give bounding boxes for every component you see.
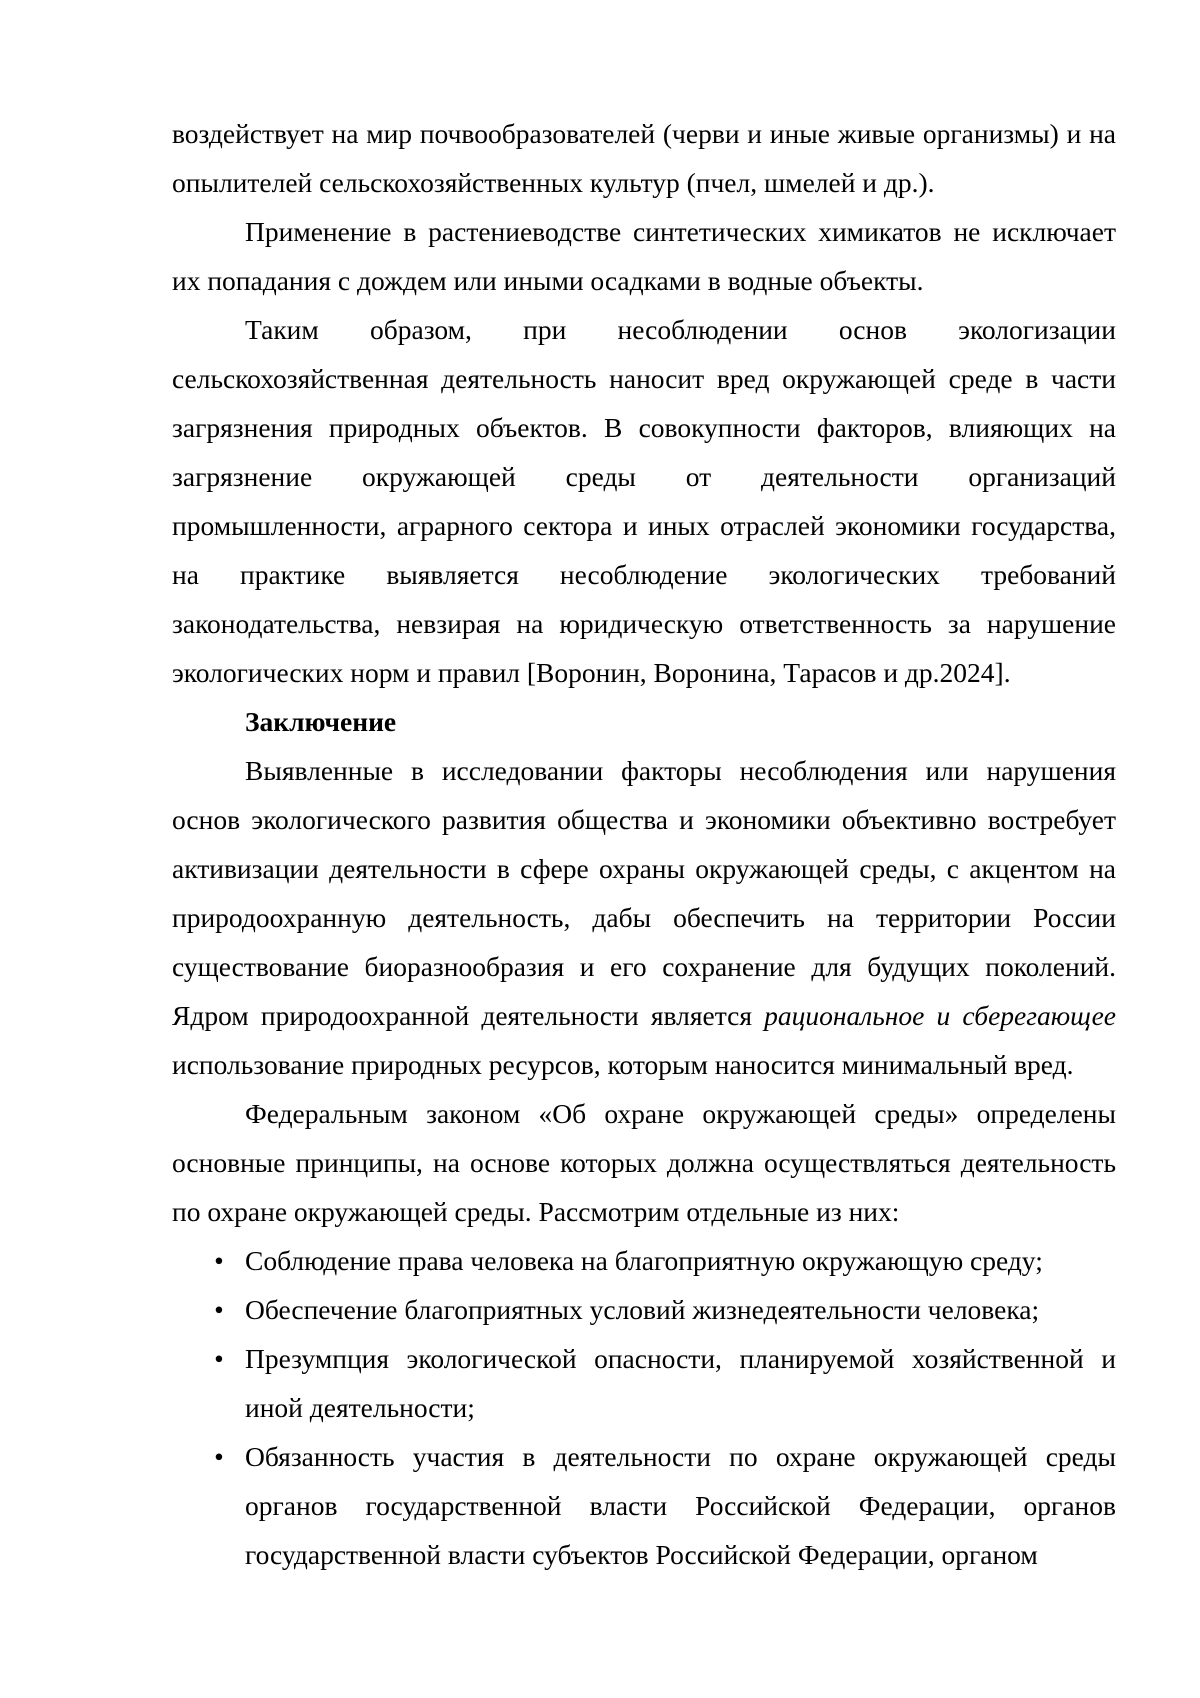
section-heading-conclusion: Заключение	[245, 706, 397, 737]
list-item-text: Обеспечение благоприятных условий жизнедеятельности человека;	[245, 1294, 1040, 1325]
bullet-marker: •	[214, 1294, 224, 1325]
principles-list	[172, 1236, 1116, 1579]
paragraph-chemicals: Применение в растениеводстве синтетических химикатов не исключает их попадания с дождем или иными осадками в водные объекты.	[172, 216, 1116, 296]
list-item-text: Соблюдение права человека на благоприятную окружающую среду;	[245, 1245, 1043, 1276]
list-item	[172, 1236, 1116, 1285]
list-item	[172, 1432, 1116, 1579]
list-item	[172, 1285, 1116, 1334]
bullet-marker: •	[214, 1245, 224, 1276]
list-item-text: Обязанность участия в деятельности по охране окружающей среды органов государственной власти Российской Федерации, органов государственной власти субъектов Российской Федерации, органом	[245, 1441, 1116, 1570]
paragraph-conclusion-start: Выявленные в исследовании факторы несоблюдения или нарушения основ экологического развития общества и экономики объективно востребует активизации деятельности в сфере охраны окружающей среды, с акцентом на природоохранную деятельность, дабы обеспечить на территории России существование биоразнообразия и его сохранение для будущих поколений. Ядром природоохранной деятельности является	[172, 755, 1116, 1031]
paragraph-federal-law: Федеральным законом «Об охране окружающей среды» определены основные принципы, на основе которых должна осуществляться деятельность по охране окружающей среды. Рассмотрим отдельные из них:	[172, 1098, 1116, 1227]
paragraph-agriculture-harm: Таким образом, при несоблюдении основ экологизации сельскохозяйственная деятельность наносит вред окружающей среде в части загрязнения природных объектов. В совокупности факторов, влияющих на загрязнение окружающей среды от деятельности организаций промышленности, аграрного сектора и иных отраслей экономики государства, на практике выявляется несоблюдение экологических требований законодательства, невзирая на юридическую ответственность за нарушение экологических норм и правил [Воронин, Воронина, Тарасов и др.2024].	[172, 314, 1116, 688]
page-content	[172, 109, 1116, 1579]
bullet-marker: •	[214, 1343, 224, 1374]
list-item	[172, 1334, 1116, 1432]
list-item-text: Презумпция экологической опасности, планируемой хозяйственной и иной деятельности;	[245, 1343, 1116, 1423]
paragraph-conclusion	[172, 746, 1116, 1089]
paragraph-continuation: воздействует на мир почвообразователей (черви и иные живые организмы) и на опылителей сельскохозяйственных культур (пчел, шмелей и др.).	[172, 118, 1116, 198]
paragraph-conclusion-italic: рациональное и сберегающее	[764, 1000, 1116, 1031]
bullet-marker: •	[214, 1441, 224, 1472]
paragraph-conclusion-end: использование природных ресурсов, которым наносится минимальный вред.	[172, 1049, 1074, 1080]
